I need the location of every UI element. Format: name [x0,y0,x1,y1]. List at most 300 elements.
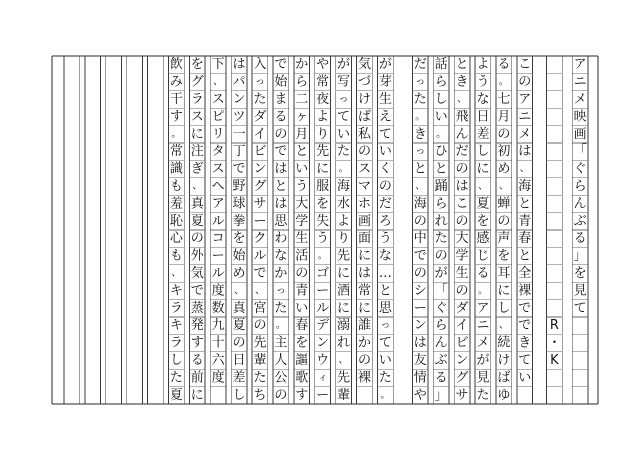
essay-char: い [295,300,309,316]
essay-char: す [169,109,183,125]
essay-char: 誰 [357,318,371,334]
essay-char: で [518,300,532,316]
essay-char: し [497,300,511,316]
essay-char: 。 [436,128,447,140]
essay-char: 裸 [518,283,532,299]
essay-char: っ [275,285,286,297]
essay-char: 生 [295,231,309,247]
essay-char: か [357,335,371,351]
essay-char: パ [232,74,246,90]
essay-char: 続 [497,335,511,351]
essay-char: え [378,109,392,125]
essay-char: 、 [234,285,245,297]
essay-char: 。 [477,285,488,297]
essay-char: ダ [253,109,267,125]
essay-char: 。 [380,389,391,401]
essay-char: 輩 [253,353,267,368]
essay-char: け [497,353,511,368]
essay-char: 海 [337,179,351,194]
essay-char: 。 [275,320,286,332]
essay-char: ス [211,92,225,107]
essay-char: 踊 [434,179,448,194]
essay-char: 月 [295,126,309,142]
essay-char: か [295,57,309,73]
essay-char: マ [357,179,371,194]
essay-char: 、 [519,163,530,175]
essay-char: う [295,179,309,194]
essay-char: た [337,144,351,160]
essay-char: し [232,387,246,403]
essay-char: 拳 [232,213,246,229]
essay-char: リ [211,126,225,142]
essay-char: 水 [337,196,351,212]
essay-char: ち [253,387,267,403]
essay-char: わ [274,231,288,247]
essay-char: じ [476,248,490,264]
essay-char: 球 [232,196,246,212]
essay-char: と [455,57,469,73]
essay-char: 海 [518,179,532,194]
essay-char: 」 [434,387,448,403]
essay-char: 夜 [316,92,330,107]
essay-char: 識 [169,161,183,177]
essay-char: 学 [455,248,469,264]
essay-char: 、 [254,285,265,297]
essay-char: 発 [190,318,204,334]
essay-char: ニ [518,109,532,125]
essay-char: は [274,196,288,212]
essay-char: に [476,161,490,177]
essay-char: 生 [378,92,392,107]
essay-char: で [413,248,427,264]
essay-char: は [274,161,288,177]
essay-char: は [455,179,469,194]
essay-char: て [337,109,351,125]
essay-char: っ [380,320,391,332]
essay-char: ラ [190,92,204,107]
essay-char: 度 [211,283,225,299]
essay-char: 中 [413,231,427,247]
title-char: を [573,266,587,281]
essay-char: の [378,179,392,194]
essay-column [212,57,226,385]
essay-char: れ [337,335,351,351]
essay-char: 前 [190,370,204,386]
essay-char: ら [434,74,448,90]
essay-char: ピ [211,109,225,125]
essay-char: と [274,179,288,194]
manuscript-grid [52,56,598,404]
essay-char: 声 [497,231,511,247]
essay-char: を [232,231,246,247]
essay-char: ら [434,318,448,334]
essay-char: 私 [357,126,371,142]
essay-char: ー [211,248,225,264]
essay-char: と [518,248,532,264]
title-char: 映 [573,109,587,125]
essay-char: 初 [497,144,511,160]
essay-char: ウ [316,353,330,368]
essay-char: し [476,144,490,160]
essay-char: 差 [476,126,490,142]
essay-char: ル [316,300,330,316]
essay-char: 歌 [295,370,309,386]
essay-char: 、 [171,268,182,279]
essay-char: ン [413,318,427,334]
essay-char: 始 [232,248,246,264]
essay-char: 先 [337,248,351,264]
essay-char: 先 [316,144,330,160]
essay-char: ン [253,161,267,177]
essay-char: き [413,126,427,142]
essay-char: … [378,266,392,281]
essay-char: グ [455,370,469,386]
essay-char: に [190,126,204,142]
essay-char: と [434,161,448,177]
essay-char: み [169,74,183,90]
title-char: ぐ [573,161,587,177]
essay-char: に [497,283,511,299]
essay-char: ビ [455,335,469,351]
essay-char: る [434,370,448,386]
essay-char: の [295,266,309,281]
essay-char: メ [476,335,490,351]
essay-char: し [169,353,183,368]
essay-char: い [434,109,448,125]
essay-char: 失 [316,213,330,229]
essay-char: に [190,387,204,403]
essay-char: き [455,74,469,90]
essay-char: っ [338,94,349,105]
essay-char: ア [476,300,490,316]
essay-char: の [413,213,427,229]
essay-char: 芽 [378,74,392,90]
essay-char: 蒸 [190,300,204,316]
essay-char: ニ [476,318,490,334]
essay-char: た [413,92,427,107]
essay-char: ン [455,353,469,368]
essay-char: ル [211,213,225,229]
essay-char: ル [211,266,225,281]
essay-char: 全 [518,266,532,281]
essay-char: 常 [316,74,330,90]
essay-char: 飛 [455,109,469,125]
essay-column [358,57,372,385]
essay-char: へ [211,179,225,194]
essay-char: な [274,248,288,264]
essay-char: ダ [455,300,469,316]
essay-char: が [476,353,490,368]
essay-char: の [497,213,511,229]
essay-char: た [378,370,392,386]
essay-char: う [378,231,392,247]
essay-char: に [337,266,351,281]
essay-char: 。 [415,111,426,123]
title-char: ん [573,196,587,212]
title-char: 画 [573,126,587,142]
essay-char: 大 [295,196,309,212]
essay-char: た [169,370,183,386]
essay-char: や [316,57,330,73]
essay-char: っ [415,146,426,158]
essay-char: ク [253,231,267,247]
essay-char: 活 [295,248,309,264]
essay-char: に [357,248,371,264]
essay-char: で [274,57,288,73]
essay-char: り [337,231,351,247]
essay-char: 青 [518,213,532,229]
essay-char: ぎ [190,161,204,177]
essay-char: の [455,213,469,229]
essay-char: コ [211,231,225,247]
title-char: ら [573,179,587,194]
essay-char: の [357,353,371,368]
essay-char: 友 [413,353,427,368]
essay-char: ろ [378,213,392,229]
essay-char: ビ [253,144,267,160]
essay-char: ゴ [316,266,330,281]
essay-char: ひ [434,144,448,160]
essay-char: に [337,300,351,316]
essay-char: 夏 [232,318,246,334]
essay-char: ア [518,92,532,107]
essay-char: づ [357,74,371,90]
essay-char: か [274,266,288,281]
essay-char: す [295,387,309,403]
essay-char: 。 [498,76,509,88]
essay-char: 夏 [476,196,490,212]
essay-char: い [378,144,392,160]
essay-char: だ [413,57,427,73]
essay-char: 、 [498,181,509,192]
essay-char: 月 [497,109,511,125]
essay-char: グ [190,74,204,90]
essay-char: 数 [211,300,225,316]
essay-char: 学 [295,213,309,229]
essay-char: 真 [232,300,246,316]
essay-char: 夏 [169,387,183,403]
essay-char: は [357,266,371,281]
essay-char: ス [190,109,204,125]
essay-char: い [337,126,351,142]
essay-char: は [413,335,427,351]
essay-char: 、 [498,320,509,332]
essay-char: 、 [457,94,468,105]
essay-char: る [274,109,288,125]
essay-char: る [497,57,511,73]
essay-char: れ [434,213,448,229]
essay-char: ら [295,74,309,90]
essay-char: 七 [497,92,511,107]
essay-char: の [455,161,469,177]
essay-char: 宮 [253,300,267,316]
essay-char: イ [455,318,469,334]
essay-char: 、 [477,181,488,192]
title-char: る [573,231,587,247]
essay-char: 。 [171,128,182,140]
essay-char: 始 [274,74,288,90]
title-char: 見 [573,283,587,299]
essay-char: う [476,74,490,90]
essay-char: が [378,57,392,73]
author-char: K [550,353,559,368]
essay-char: の [253,318,267,334]
essay-char: 注 [190,144,204,160]
essay-char: 感 [476,231,490,247]
essay-char: 度 [211,370,225,386]
essay-char: 溺 [337,318,351,334]
title-char: 」 [573,248,587,264]
essay-char: ぐ [434,300,448,316]
essay-char: キ [169,283,183,299]
essay-char: て [518,353,532,368]
essay-char: デ [316,318,330,334]
essay-char: 恥 [169,213,183,229]
essay-char: だ [378,196,392,212]
essay-char: ラ [169,300,183,316]
essay-char: 二 [295,92,309,107]
essay-char: ー [316,283,330,299]
title-char: ぶ [573,213,587,229]
essay-char: も [169,179,183,194]
essay-char: た [253,92,267,107]
essay-char: で [274,144,288,160]
essay-char: 服 [316,179,330,194]
essay-char: り [316,126,330,142]
essay-char: の [413,266,427,281]
essay-char: 裸 [357,370,371,386]
essay-char: 差 [232,370,246,386]
essay-column [379,57,393,401]
essay-char: が [337,57,351,73]
essay-char: と [413,161,427,177]
essay-char: ス [211,161,225,177]
essay-char: の [434,248,448,264]
essay-char: 飲 [169,57,183,73]
essay-char: 、 [338,355,349,366]
essay-char: ル [253,248,267,264]
essay-char: は [518,144,532,160]
essay-char: 耳 [497,266,511,281]
essay-char: 気 [357,57,371,73]
essay-char: い [518,370,532,386]
essay-char: 、 [192,181,203,192]
essay-char: ス [357,161,371,177]
essay-char: や [413,387,427,403]
essay-char: く [378,161,392,177]
essay-char: 面 [357,231,371,247]
essay-char: よ [476,57,490,73]
essay-char: 十 [211,335,225,351]
essay-char: 「 [434,283,448,299]
essay-char: を [476,213,490,229]
essay-char: 九 [211,318,225,334]
essay-char: 公 [274,370,288,386]
essay-char: で [190,283,204,299]
essay-char: 常 [169,144,183,160]
essay-char: ー [253,213,267,229]
title-char: メ [573,92,587,107]
essay-char: 気 [190,266,204,281]
title-char: ニ [573,74,587,90]
essay-char: き [518,335,532,351]
essay-char: 下 [211,57,225,73]
essay-char: て [378,126,392,142]
essay-char: ま [274,92,288,107]
essay-char: 謳 [295,353,309,368]
essay-char: だ [455,144,469,160]
author-char: R [549,318,559,334]
essay-char: と [518,196,532,212]
essay-char: い [378,353,392,368]
essay-char: 先 [253,335,267,351]
essay-char: 主 [274,335,288,351]
title-char: ア [573,57,587,73]
essay-char: キ [169,318,183,334]
essay-char: っ [415,76,426,88]
essay-char: メ [518,126,532,142]
essay-char: た [274,300,288,316]
essay-char: 春 [295,318,309,334]
essay-char: し [434,92,448,107]
author-char: ・ [547,335,561,351]
essay-char: 。 [317,250,328,262]
essay-char: を [295,335,309,351]
title-char: 「 [573,144,587,160]
essay-char: す [190,335,204,351]
essay-char: ツ [232,109,246,125]
essay-char: ア [211,196,225,212]
essay-char: よ [316,109,330,125]
essay-char: の [232,335,246,351]
essay-char: サ [253,196,267,212]
essay-char: で [518,318,532,334]
essay-char: と [378,283,392,299]
essay-char: 大 [455,231,469,247]
essay-char: ら [434,196,448,212]
essay-char: 思 [274,213,288,229]
essay-char: 輩 [337,387,351,403]
essay-char: ホ [357,196,371,212]
essay-char: 生 [455,266,469,281]
essay-char: ヶ [295,109,309,125]
essay-char: の [518,74,532,90]
essay-char: 海 [413,196,427,212]
essay-char: 春 [518,231,532,247]
essay-char: ば [357,109,371,125]
essay-char: を [497,248,511,264]
essay-char: ー [316,387,330,403]
essay-char: 人 [274,353,288,368]
essay-char: 干 [169,92,183,107]
essay-char: の [455,283,469,299]
essay-char: 野 [232,179,246,194]
essay-char: め [497,161,511,177]
essay-char: は [232,57,246,73]
essay-char: 日 [476,109,490,125]
essay-char: 丁 [232,144,246,160]
essay-char: の [357,144,371,160]
essay-char: 話 [434,57,448,73]
essay-char: 先 [337,370,351,386]
essay-char: ん [434,335,448,351]
essay-char: 見 [476,370,490,386]
essay-char: 真 [190,196,204,212]
essay-char: ー [413,300,427,316]
essay-char: に [316,161,330,177]
essay-char: ィ [317,372,328,384]
essay-char: で [232,161,246,177]
